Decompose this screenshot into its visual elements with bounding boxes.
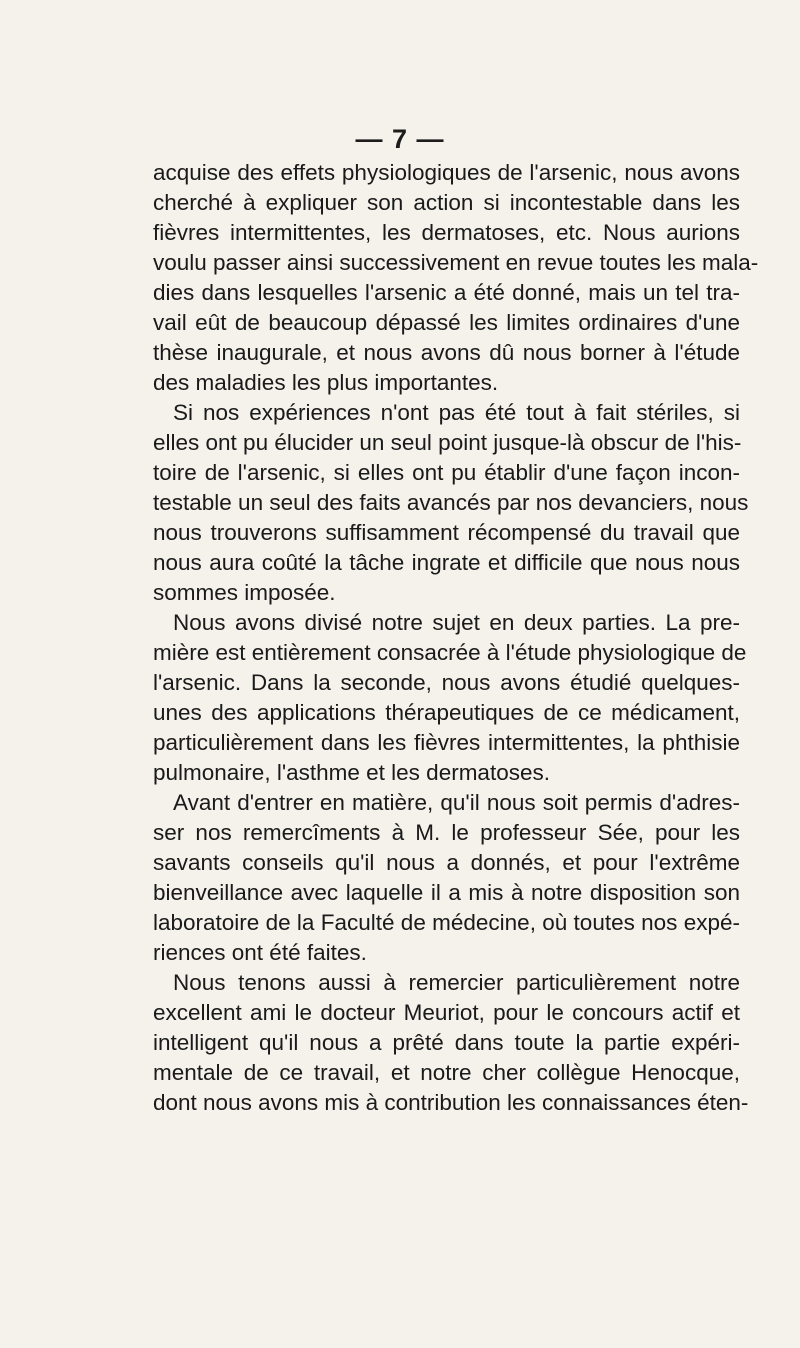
text-line: unes des applications thérapeutiques de ce médicament, [153, 700, 740, 725]
text-line: fièvres intermittentes, les dermatoses, etc. Nous aurions [153, 220, 740, 245]
text-line: laboratoire de la Faculté de médecine, où toutes nos expé- [153, 910, 740, 935]
text-line: toire de l'arsenic, si elles ont pu établir d'une façon incon- [153, 460, 740, 485]
paragraph [153, 158, 759, 398]
text-line: bienveillance avec laquelle il a mis à notre disposition son [153, 880, 740, 905]
text-line: dies dans lesquelles l'arsenic a été donné, mais un tel tra- [153, 280, 740, 305]
text-line: acquise des effets physiologiques de l'arsenic, nous avons [153, 160, 740, 185]
text-line: des maladies les plus importantes. [153, 370, 499, 395]
text-line: particulièrement dans les fièvres intermittentes, la phthisie [153, 730, 740, 755]
text-line: thèse inaugurale, et nous avons dû nous borner à l'étude [153, 340, 740, 365]
text-line: savants conseils qu'il nous a donnés, et pour l'extrême [153, 850, 740, 875]
text-line: pulmonaire, l'asthme et les dermatoses. [153, 760, 550, 785]
text-line: elles ont pu élucider un seul point jusque-là obscur de l'his- [153, 430, 742, 455]
paragraph [153, 398, 749, 608]
text-line: Si nos expériences n'ont pas été tout à fait stériles, si [173, 400, 740, 425]
paragraph [153, 968, 749, 1118]
text-line: ser nos remercîments à M. le professeur Sée, pour les [153, 820, 740, 845]
text-line: riences ont été faites. [153, 940, 367, 965]
text-line: Nous avons divisé notre sujet en deux parties. La pre- [173, 610, 740, 635]
page-number: — 7 — [355, 124, 445, 154]
text-line: voulu passer ainsi successivement en revue toutes les mala- [153, 250, 759, 275]
text-line: nous aura coûté la tâche ingrate et difficile que nous nous [153, 550, 740, 575]
text-line: Nous tenons aussi à remercier particulièrement notre [173, 970, 740, 995]
text-line: sommes imposée. [153, 580, 336, 605]
text-line: excellent ami le docteur Meuriot, pour le concours actif et [153, 1000, 740, 1025]
text-line: dont nous avons mis à contribution les connaissances éten- [153, 1090, 749, 1115]
paragraph [153, 608, 747, 788]
body-text [153, 158, 759, 1118]
paragraph [153, 788, 740, 968]
text-line: Avant d'entrer en matière, qu'il nous soit permis d'adres- [173, 790, 740, 815]
text-line: intelligent qu'il nous a prêté dans toute la partie expéri- [153, 1030, 740, 1055]
text-line: l'arsenic. Dans la seconde, nous avons étudié quelques- [153, 670, 740, 695]
text-line: vail eût de beaucoup dépassé les limites ordinaires d'une [153, 310, 740, 335]
text-line: mentale de ce travail, et notre cher collègue Henocque, [153, 1060, 740, 1085]
text-line: testable un seul des faits avancés par nos devanciers, nous [153, 490, 749, 515]
text-line: nous trouverons suffisamment récompensé du travail que [153, 520, 740, 545]
text-line: mière est entièrement consacrée à l'étude physiologique de [153, 640, 747, 665]
text-line: cherché à expliquer son action si incontestable dans les [153, 190, 740, 215]
